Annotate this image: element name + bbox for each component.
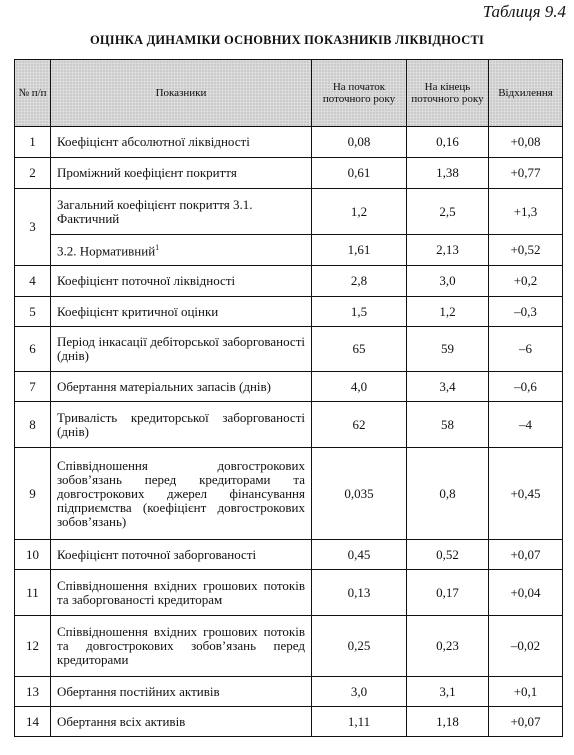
table-row (15, 189, 563, 235)
row-indicator: Співвідношення довгострокових зобов’язань перед кредиторами та довгострокових джерел фінансування підприємства (коефіцієнт довгострокових зобов’язань) (51, 448, 312, 540)
row-deviation: –6 (489, 327, 563, 372)
row-num: 2 (15, 158, 51, 189)
row-start: 0,13 (312, 570, 407, 616)
row-start: 62 (312, 402, 407, 448)
table-row (15, 448, 563, 540)
row-end: 0,23 (407, 616, 489, 677)
header-row (15, 60, 563, 127)
table-row (15, 402, 563, 448)
row-indicator: Обертання всіх активів (51, 707, 312, 737)
row-indicator: Коефіцієнт абсолютної ліквідності (51, 127, 312, 158)
row-start: 3,0 (312, 677, 407, 707)
row-deviation: +0,45 (489, 448, 563, 540)
row-num: 1 (15, 127, 51, 158)
row-num: 14 (15, 707, 51, 737)
row-end: 59 (407, 327, 489, 372)
row-num: 4 (15, 266, 51, 297)
row-indicator: Обертання постійних активів (51, 677, 312, 707)
row-end: 3,1 (407, 677, 489, 707)
row-deviation: –4 (489, 402, 563, 448)
header-start: На початок поточного року (312, 60, 407, 127)
row-num: 6 (15, 327, 51, 372)
row-num: 8 (15, 402, 51, 448)
row-indicator: Обертання матеріальних запасів (днів) (51, 372, 312, 402)
row-num: 10 (15, 540, 51, 570)
row-deviation: +0,07 (489, 707, 563, 737)
row-start: 0,61 (312, 158, 407, 189)
row-indicator: Співвідношення вхідних грошових потоків та довгострокових зобов’язань перед кредиторами (51, 616, 312, 677)
header-deviation: Відхилення (489, 60, 563, 127)
row-deviation: +0,04 (489, 570, 563, 616)
row-start: 1,5 (312, 297, 407, 327)
table-row (15, 127, 563, 158)
row-end: 0,16 (407, 127, 489, 158)
row-indicator: Тривалість кредиторської заборгованості (днів) (51, 402, 312, 448)
row-num: 5 (15, 297, 51, 327)
row-num: 3 (15, 189, 51, 266)
row-start: 65 (312, 327, 407, 372)
row-indicator: Проміжний коефіцієнт покриття (51, 158, 312, 189)
row-end: 0,52 (407, 540, 489, 570)
table-row (15, 158, 563, 189)
row-end: 0,8 (407, 448, 489, 540)
row-num: 7 (15, 372, 51, 402)
row-num: 11 (15, 570, 51, 616)
row-num: 12 (15, 616, 51, 677)
row-indicator: Період інкасації дебіторської заборгованості (днів) (51, 327, 312, 372)
row-indicator: Співвідношення вхідних грошових потоків та заборгованості кредиторам (51, 570, 312, 616)
row-start: 0,08 (312, 127, 407, 158)
header-end: На кінець поточного року (407, 60, 489, 127)
row-indicator-text: 3.2. Нормативний (57, 243, 156, 259)
table-row (15, 540, 563, 570)
row-start: 1,2 (312, 189, 407, 235)
row-indicator: Коефіцієнт поточної заборгованості (51, 540, 312, 570)
header-num: № п/п (15, 60, 51, 127)
row-end: 2,5 (407, 189, 489, 235)
table-row (15, 372, 563, 402)
table-row (15, 327, 563, 372)
row-start: 1,61 (312, 235, 407, 266)
row-start: 1,11 (312, 707, 407, 737)
row-deviation: +0,07 (489, 540, 563, 570)
row-end: 1,18 (407, 707, 489, 737)
row-deviation: +0,1 (489, 677, 563, 707)
table-row (15, 677, 563, 707)
row-start: 0,25 (312, 616, 407, 677)
row-start: 2,8 (312, 266, 407, 297)
table-row (15, 266, 563, 297)
row-deviation: +0,77 (489, 158, 563, 189)
row-end: 1,38 (407, 158, 489, 189)
row-deviation: +1,3 (489, 189, 563, 235)
row-start: 0,035 (312, 448, 407, 540)
row-deviation: –0,02 (489, 616, 563, 677)
row-end: 1,2 (407, 297, 489, 327)
row-end: 3,4 (407, 372, 489, 402)
row-indicator: Загальний коефіцієнт покриття 3.1. Фактичний (51, 189, 312, 235)
row-num: 9 (15, 448, 51, 540)
table-row (15, 570, 563, 616)
row-indicator: Коефіцієнт критичної оцінки (51, 297, 312, 327)
row-deviation: +0,2 (489, 266, 563, 297)
row-indicator: Коефіцієнт поточної ліквідності (51, 266, 312, 297)
table-row (15, 707, 563, 737)
table-caption: Таблиця 9.4 (482, 2, 566, 21)
row-deviation: +0,08 (489, 127, 563, 158)
row-end: 2,13 (407, 235, 489, 266)
row-end: 3,0 (407, 266, 489, 297)
table-row (15, 297, 563, 327)
footnote-marker: 1 (155, 243, 160, 253)
table-row (15, 616, 563, 677)
header-indicator: Показники (51, 60, 312, 127)
row-end: 0,17 (407, 570, 489, 616)
row-deviation: –0,3 (489, 297, 563, 327)
row-num: 13 (15, 677, 51, 707)
liquidity-table (14, 59, 563, 737)
row-deviation: +0,52 (489, 235, 563, 266)
table-title: ОЦІНКА ДИНАМІКИ ОСНОВНИХ ПОКАЗНИКІВ ЛІКВІДНОСТІ (89, 33, 485, 47)
row-indicator (51, 235, 312, 266)
row-deviation: –0,6 (489, 372, 563, 402)
table-row (15, 235, 563, 266)
row-end: 58 (407, 402, 489, 448)
row-start: 0,45 (312, 540, 407, 570)
row-start: 4,0 (312, 372, 407, 402)
